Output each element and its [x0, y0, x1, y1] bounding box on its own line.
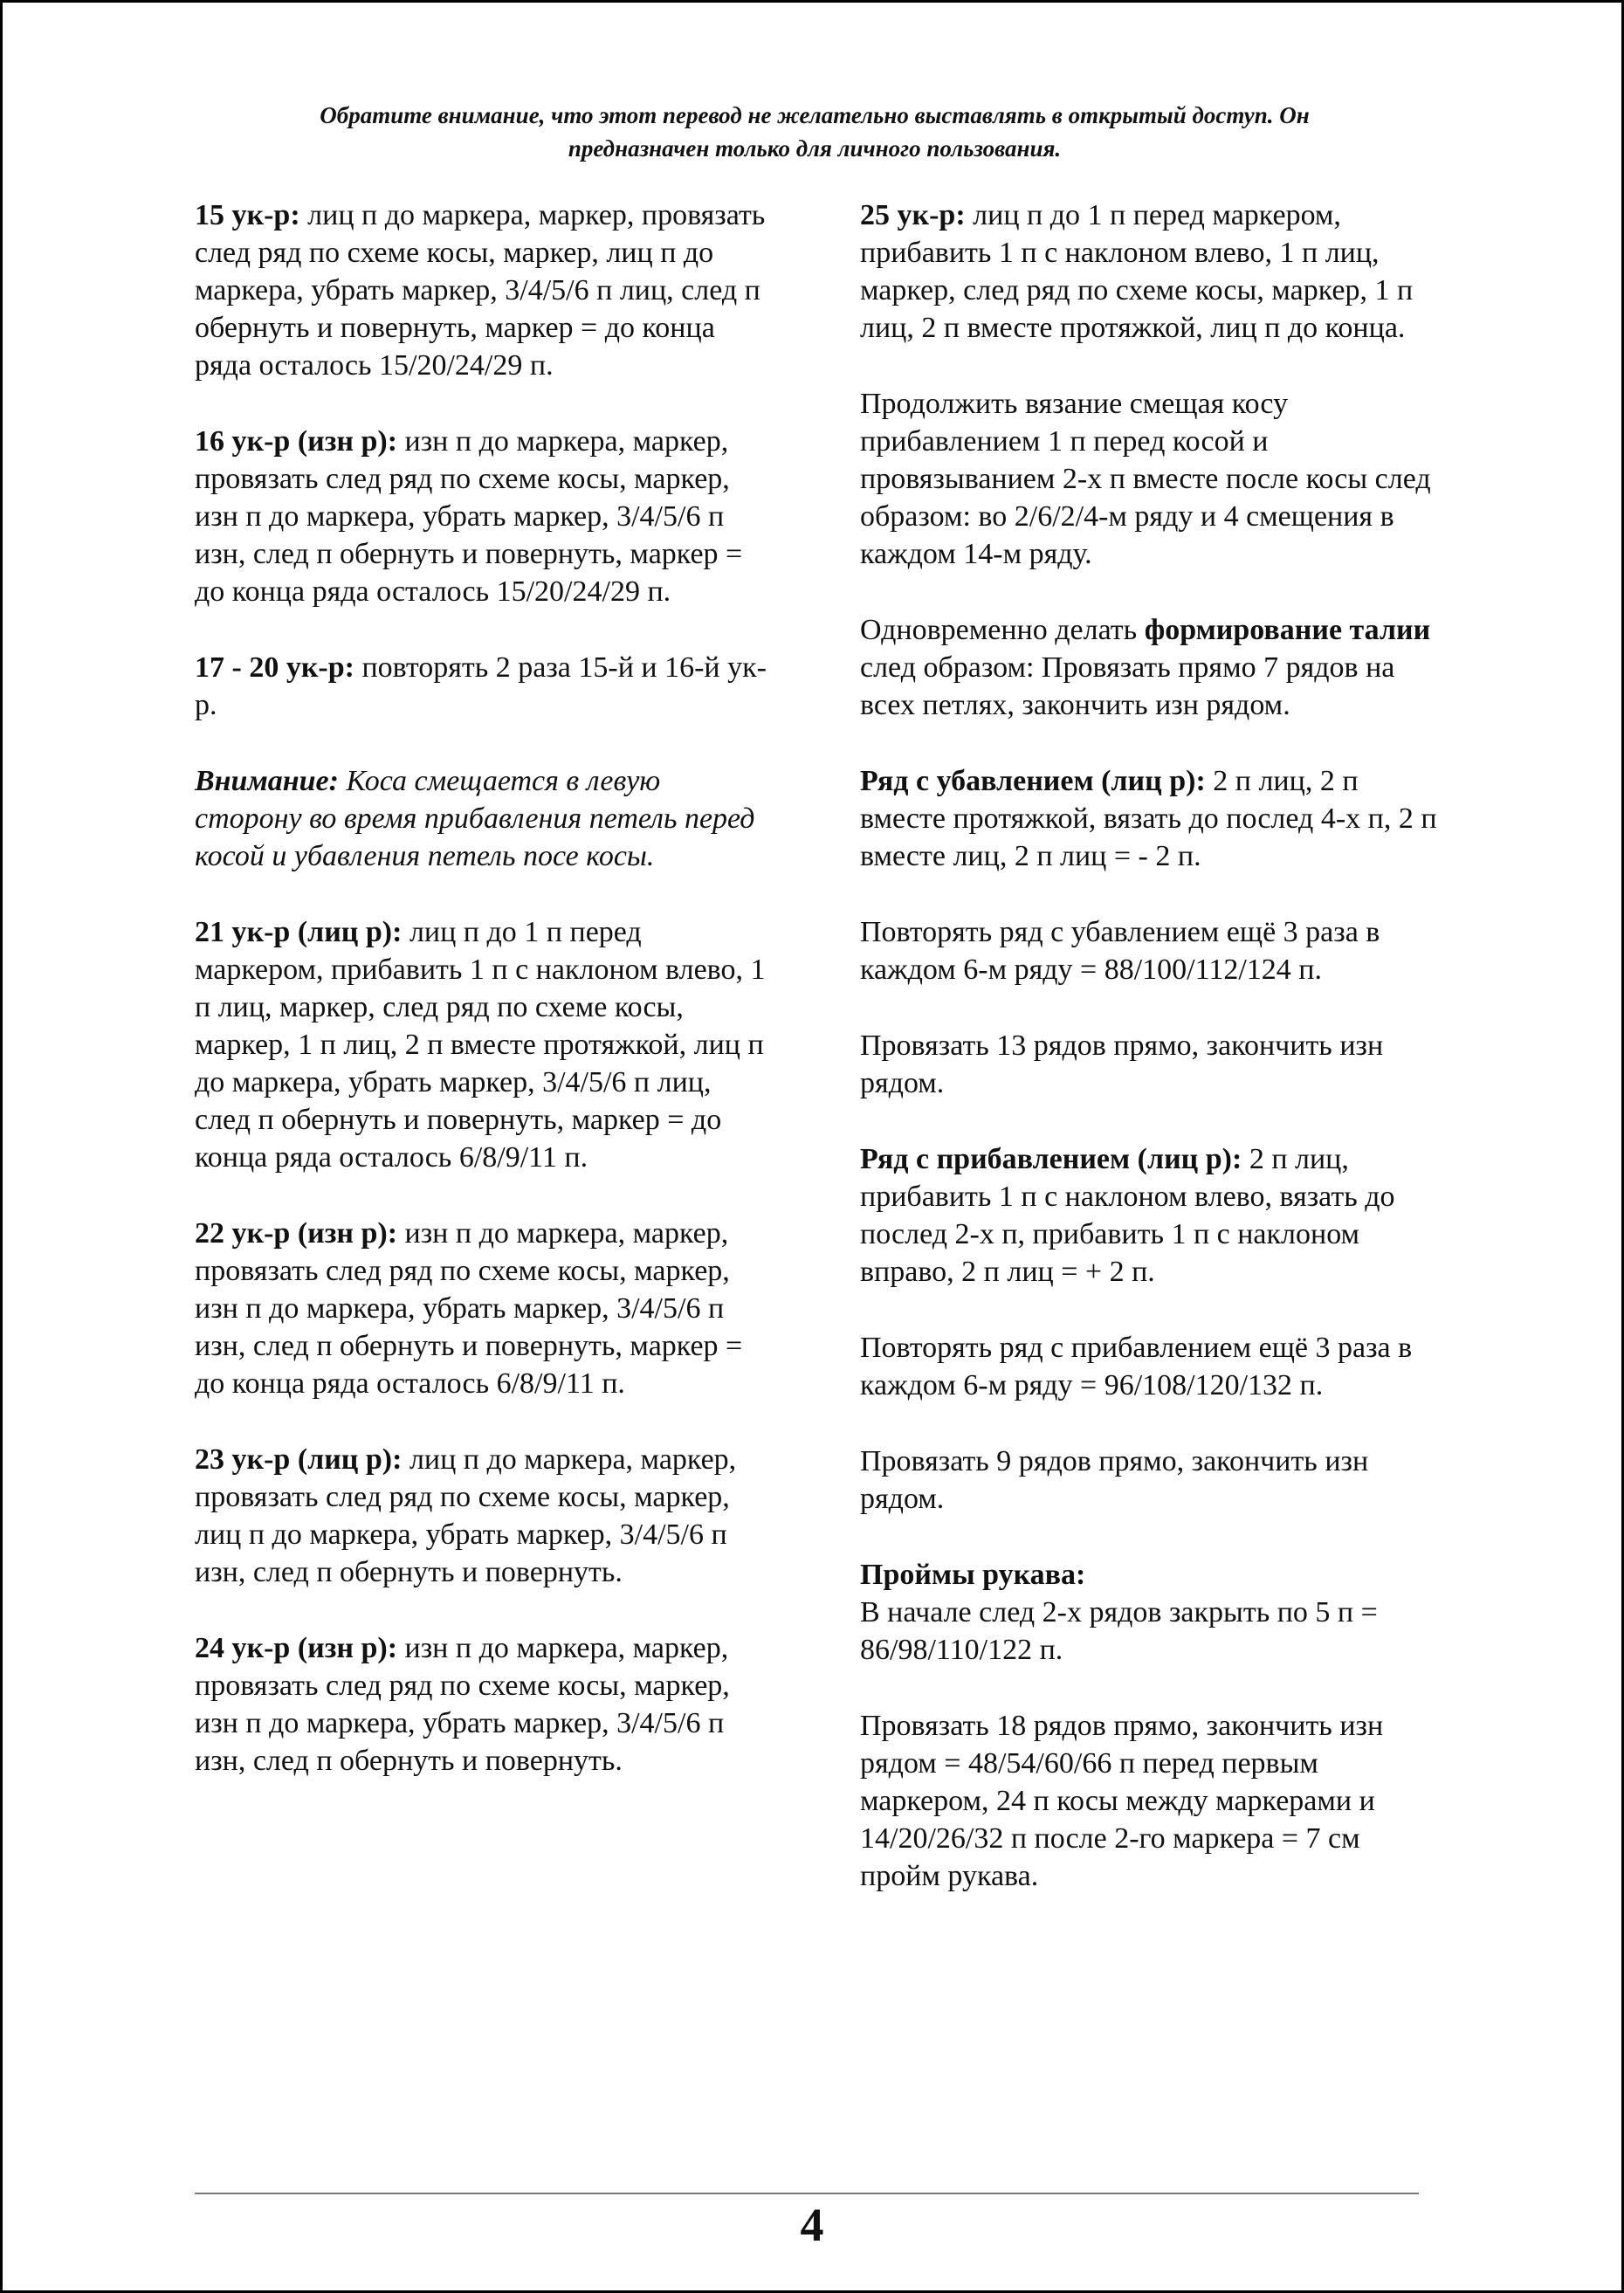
knit-13-rows-paragraph: Провязать 13 рядов прямо, закончить изн рядом.: [860, 1029, 1384, 1099]
row-21-instruction: [195, 913, 771, 1176]
armhole-heading: Проймы рукава:: [860, 1559, 1086, 1591]
row-label: 17 - 20 ук-р:: [195, 651, 354, 684]
row-label: 24 ук-р (изн р):: [195, 1632, 398, 1664]
row-22-instruction: [195, 1215, 771, 1402]
repeat-increase-paragraph: Повторять ряд с прибавлением ещё 3 раза в каждом 6-м ряду = 96/108/120/132 п.: [860, 1332, 1413, 1401]
row-text: изн п до маркера, маркер, провязать след ряд по схеме косы, маркер, изн п до маркера, убрать маркер, 3/4/5/6 п изн, след п обернуть и повернуть, маркер = до конца ряда осталось 6/8/9/11 п.: [195, 1217, 743, 1400]
footer-divider: [195, 2193, 1419, 2194]
row-25-instruction: [860, 196, 1438, 347]
attention-label: Внимание:: [195, 765, 339, 797]
row-text: лиц п до маркера, маркер, провязать след ряд по схеме косы, маркер, лиц п до маркера, убрать маркер, 3/4/5/6 п изн, след п обернуть и повернуть.: [195, 1443, 737, 1588]
repeat-decrease-paragraph: Повторять ряд с убавлением ещё 3 раза в каждом 6-м ряду = 88/100/112/124 п.: [860, 916, 1380, 986]
row-text: 2 п лиц, прибавить 1 п с наклоном влево, вязать до послед 2-х п, прибавить 1 п с наклоном вправо, 2 п лиц = + 2 п.: [860, 1143, 1395, 1288]
knit-9-rows-paragraph: Провязать 9 рядов прямо, закончить изн рядом.: [860, 1445, 1369, 1515]
notice-line-1: Обратите внимание, что этот перевод не желательно выставлять в открытый доступ. Он: [320, 102, 1310, 128]
armhole-text: В начале след 2-х рядов закрыть по 5 п = 86/98/110/122 п.: [860, 1596, 1378, 1666]
decrease-row-instruction: [860, 762, 1438, 875]
armhole-section: [860, 1556, 1438, 1669]
row-text: лиц п до 1 п перед маркером, прибавить 1 п с наклоном влево, 1 п лиц, маркер, след ряд по схеме косы, маркер, 1 п лиц, 2 п вместе протяжкой, лиц п до маркера, убрать маркер, 3/4/5/6 п лиц, след п обернуть и повернуть, маркер = до конца ряда осталось 6/8/9/11 п.: [195, 916, 766, 1174]
continue-paragraph: Продолжить вязание смещая косу прибавлением 1 п перед косой и провязыванием 2-х п вместе после косы след образом: во 2/6/2/4-м ряду и 4 смещения в каждом 14-м ряду.: [860, 388, 1431, 570]
row-label: Ряд с убавлением (лиц р):: [860, 765, 1206, 797]
row-text: лиц п до маркера, маркер, провязать след ряд по схеме косы, маркер, лиц п до маркера, убрать маркер, 3/4/5/6 п лиц, след п обернуть и повернуть, маркер = до конца ряда осталось 15/20/24/29 п.: [195, 199, 766, 382]
increase-row-instruction: [860, 1140, 1438, 1291]
row-17-20-instruction: [195, 649, 771, 724]
row-text: изн п до маркера, маркер, провязать след ряд по схеме косы, маркер, изн п до маркера, убрать маркер, 3/4/5/6 п изн, след п обернуть и повернуть.: [195, 1632, 730, 1777]
row-label: 15 ук-р:: [195, 199, 300, 231]
row-label: 22 ук-р (изн р):: [195, 1217, 398, 1250]
privacy-notice: [177, 99, 1452, 165]
notice-line-2: предназначен только для личного пользования.: [568, 135, 1062, 162]
row-label: 16 ук-р (изн р):: [195, 425, 398, 458]
row-label: Ряд с прибавлением (лиц р):: [860, 1143, 1242, 1175]
row-24-instruction: [195, 1629, 771, 1780]
row-label: 25 ук-р:: [860, 199, 966, 231]
row-text: лиц п до 1 п перед маркером, прибавить 1 п с наклоном влево, 1 п лиц, маркер, след ряд по схеме косы, маркер, 1 п лиц, 2 п вместе протяжкой, лиц п до конца.: [860, 199, 1414, 344]
row-label: 21 ук-р (лиц р):: [195, 916, 403, 948]
right-column: [860, 196, 1438, 1933]
row-16-instruction: [195, 423, 771, 610]
row-text: 2 п лиц, 2 п вместе протяжкой, вязать до послед 4-х п, 2 п вместе лиц, 2 п лиц = - 2 п.: [860, 765, 1437, 872]
row-15-instruction: [195, 196, 771, 384]
waist-shaping-term: формирование талии: [1144, 614, 1431, 646]
waist-shaping-paragraph: Одновременно делать формирование талии след образом: Провязать прямо 7 рядов на всех петлях, закончить изн рядом.: [860, 614, 1431, 721]
row-text: изн п до маркера, маркер, провязать след ряд по схеме косы, маркер, изн п до маркера, убрать маркер, 3/4/5/6 п изн, след п обернуть и повернуть, маркер = до конца ряда осталось 15/20/24/29 п.: [195, 425, 743, 608]
knit-18-rows-paragraph: Провязать 18 рядов прямо, закончить изн рядом = 48/54/60/66 п перед первым маркером, 24 п косы между маркерами и 14/20/26/32 п после 2-го маркера = 7 см пройм рукава.: [860, 1710, 1384, 1892]
left-column: [195, 196, 771, 1818]
attention-text: Коса смещается в левую сторону во время прибавления петель перед косой и убавления петель посе косы.: [195, 765, 755, 872]
row-label: 23 ук-р (лиц р):: [195, 1443, 403, 1476]
page-number: 4: [800, 2199, 824, 2251]
attention-note: [195, 762, 771, 875]
row-23-instruction: [195, 1441, 771, 1591]
row-text: повторять 2 раза 15-й и 16-й ук-р.: [195, 651, 767, 721]
